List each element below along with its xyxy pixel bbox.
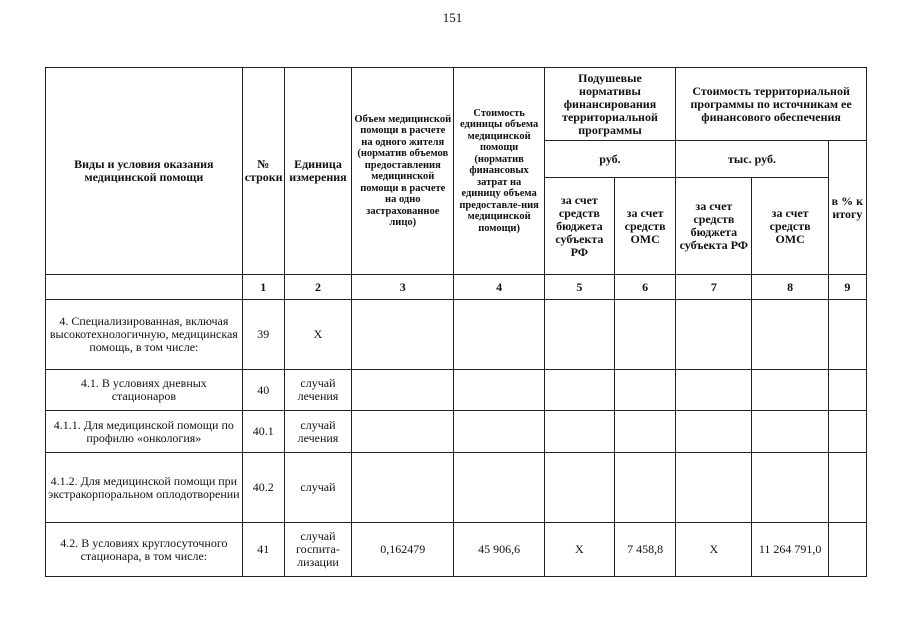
- header-volume: Объем медицинской помощи в расчете на одного жителя (норматив объемов предоставления медицинской помощи в расчете на одно застрахованное лицо): [352, 68, 454, 275]
- header-per-capita: Подушевые нормативы финансирования территориальной программы: [544, 68, 675, 141]
- cell-budget-rf-total: [676, 453, 752, 523]
- column-number: 1: [242, 275, 284, 300]
- header-unit: Единица измерения: [284, 68, 351, 275]
- page-number: 151: [442, 10, 463, 25]
- cell-oms: 7 458,8: [615, 523, 676, 577]
- column-number: 8: [752, 275, 828, 300]
- column-number: 4: [454, 275, 544, 300]
- header-oms: за счет средств ОМС: [615, 178, 676, 275]
- cell-budget-rf: Х: [544, 523, 614, 577]
- column-numbers-row: [46, 275, 867, 300]
- cell-oms: [615, 453, 676, 523]
- cell-volume: [352, 370, 454, 411]
- header-cost-unit: Стоимость единицы объема медицинской помощи (норматив финансовых затрат на единицу объема предоставле-ния медицинской помощи): [454, 68, 544, 275]
- row-number: 40.1: [242, 411, 284, 453]
- cell-oms-total: [752, 453, 828, 523]
- column-number: 5: [544, 275, 614, 300]
- row-name: 4.1.1. Для медицинской помощи по профилю «онкология»: [46, 411, 243, 453]
- header-oms-2: за счет средств ОМС: [752, 178, 828, 275]
- cell-oms: [615, 300, 676, 370]
- cell-percent: [828, 411, 866, 453]
- cell-cost-unit: [454, 453, 544, 523]
- cell-cost-unit: [454, 370, 544, 411]
- table-row: [46, 411, 867, 453]
- row-name: 4. Специализированная, включая высокотехнологичную, медицинская помощь, в том числе:: [46, 300, 243, 370]
- cell-volume: 0,162479: [352, 523, 454, 577]
- row-number: 40: [242, 370, 284, 411]
- cell-oms-total: [752, 370, 828, 411]
- row-unit: Х: [284, 300, 351, 370]
- cell-cost-unit: [454, 411, 544, 453]
- cell-percent: [828, 370, 866, 411]
- header-types: Виды и условия оказания медицинской помощи: [46, 68, 243, 275]
- cell-budget-rf: [544, 370, 614, 411]
- cell-volume: [352, 300, 454, 370]
- column-number: 6: [615, 275, 676, 300]
- header-percent-total: в % к итогу: [828, 141, 866, 275]
- row-number: 40.2: [242, 453, 284, 523]
- row-unit: случай: [284, 453, 351, 523]
- cell-oms-total: 11 264 791,0: [752, 523, 828, 577]
- header-budget-rf-2: за счет средств бюджета субъекта РФ: [676, 178, 752, 275]
- cell-percent: [828, 453, 866, 523]
- row-number: 39: [242, 300, 284, 370]
- cell-budget-rf: [544, 300, 614, 370]
- header-rub: руб.: [544, 141, 675, 178]
- cell-cost-unit: 45 906,6: [454, 523, 544, 577]
- cell-budget-rf: [544, 453, 614, 523]
- cell-budget-rf-total: [676, 411, 752, 453]
- column-number: 3: [352, 275, 454, 300]
- cell-budget-rf: [544, 411, 614, 453]
- cell-budget-rf-total: [676, 300, 752, 370]
- cell-oms-total: [752, 411, 828, 453]
- header-budget-rf: за счет средств бюджета субъекта РФ: [544, 178, 614, 275]
- cell-oms: [615, 370, 676, 411]
- header-thous-rub: тыс. руб.: [676, 141, 829, 178]
- cell-volume: [352, 411, 454, 453]
- cell-oms: [615, 411, 676, 453]
- cell-budget-rf-total: [676, 370, 752, 411]
- cell-cost-unit: [454, 300, 544, 370]
- column-number: 9: [828, 275, 866, 300]
- table-row: [46, 523, 867, 577]
- row-name: 4.1. В условиях дневных стационаров: [46, 370, 243, 411]
- column-number: 7: [676, 275, 752, 300]
- table-row: [46, 370, 867, 411]
- header-row-no: № строки: [242, 68, 284, 275]
- row-name: 4.1.2. Для медицинской помощи при экстракорпоральном оплодотворении: [46, 453, 243, 523]
- column-number: 2: [284, 275, 351, 300]
- header-program-cost: Стоимость территориальной программы по источникам ее финансового обеспечения: [676, 68, 867, 141]
- column-number: [46, 275, 243, 300]
- header-row-1: [46, 68, 867, 141]
- row-unit: случай лечения: [284, 370, 351, 411]
- cell-budget-rf-total: Х: [676, 523, 752, 577]
- row-unit: случай госпита-лизации: [284, 523, 351, 577]
- cell-volume: [352, 453, 454, 523]
- table-row: [46, 300, 867, 370]
- row-unit: случай лечения: [284, 411, 351, 453]
- row-name: 4.2. В условиях круглосуточного стационара, в том числе:: [46, 523, 243, 577]
- financing-table: [45, 67, 867, 577]
- cell-percent: [828, 523, 866, 577]
- row-number: 41: [242, 523, 284, 577]
- cell-percent: [828, 300, 866, 370]
- table-row: [46, 453, 867, 523]
- cell-oms-total: [752, 300, 828, 370]
